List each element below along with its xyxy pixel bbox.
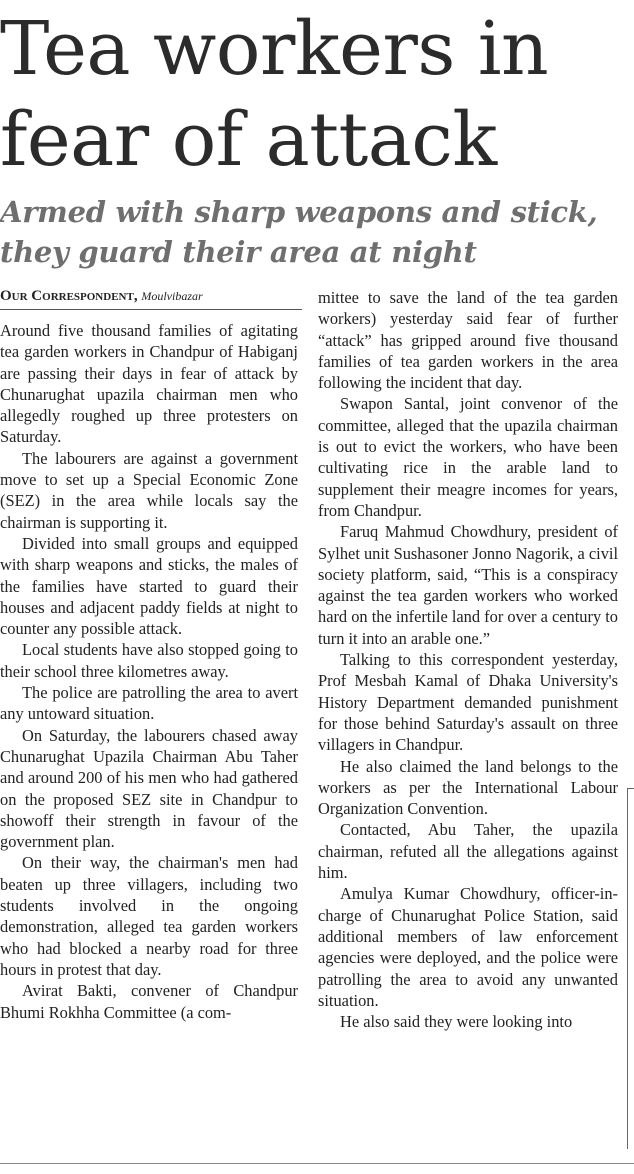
byline	[0, 288, 302, 305]
paragraph: Avirat Bakti, convener of Chandpur Bhumi Rokhha Committee (a com-	[0, 981, 298, 1022]
paragraph: Talking to this correspondent yesterday, Prof Mesbah Kamal of Dhaka University's History Department demanded punishment for those behind Saturday's assault on three villagers in Chandpur.	[318, 650, 618, 755]
paragraph: Swapon Santal, joint convenor of the committee, alleged that the upazila chairman is out to evict the workers, who have been cultivating rice in the arable land to supplement their meagre incomes for years, from Chandpur.	[318, 394, 618, 520]
paragraph: The police are patrolling the area to avert any untoward situation.	[0, 683, 298, 724]
paragraph: Local students have also stopped going to their school three kilometres away.	[0, 640, 298, 681]
bottom-rule	[0, 1163, 634, 1164]
paragraph: On their way, the chairman's men had beaten up three villagers, including two students involved in the ongoing demonstration, alleged tea garden workers who had blocked a nearby road for three hours in protest that day.	[0, 853, 298, 979]
headline: Tea workers in fear of attack	[0, 6, 549, 183]
byline-rule	[0, 309, 302, 310]
paragraph: He also claimed the land belongs to the workers as per the International Labour Organization Convention.	[318, 756, 618, 819]
paragraph: Faruq Mahmud Chowdhury, president of Sylhet unit Sushasoner Jonno Nagorik, a civil society platform, said, “This is a conspiracy against the tea garden workers who worked hard on the infertile land for over a century to turn it into an arable one.”	[318, 522, 619, 648]
paragraph: The labourers are against a government move to set up a Special Economic Zone (SEZ) in the area while locals say the chairman is supporting it.	[0, 448, 298, 532]
paragraph: mittee to save the land of the tea garden workers) yesterday said fear of further “attack” has gripped around five thousand families of tea garden workers in the area following the incident that day.	[318, 288, 618, 393]
subheadline: Armed with sharp weapons and stick, they guard their area at night	[0, 195, 598, 269]
article-column-2	[318, 287, 618, 1032]
paragraph: Contacted, Abu Taher, the upazila chairman, refuted all the allegations against him.	[318, 820, 618, 883]
side-bracket	[627, 788, 634, 1149]
paragraph: He also said they were looking into	[340, 1012, 573, 1032]
paragraph: Amulya Kumar Chowdhury, officer-in-charge of Chunarughat Police Station, said additional members of law enforcement agencies were deployed, and the police were patrolling the area to avoid any unwanted situation.	[318, 884, 618, 1010]
paragraph: Divided into small groups and equipped with sharp weapons and sticks, the males of the families have started to guard their houses and adjacent paddy fields at night to counter any possible attack.	[0, 533, 298, 639]
paragraph: Around five thousand families of agitating tea garden workers in Chandpur of Habiganj are passing their days in fear of attack by Chunarughat upazila chairman men who allegedly roughed up three protesters on Saturday.	[0, 321, 298, 447]
byline-author: Our Correspondent,	[0, 288, 138, 304]
article-column-1	[0, 320, 298, 1023]
paragraph: On Saturday, the labourers chased away Chunarughat Upazila Chairman Abu Taher and around 200 of his men who had gathered on the proposed SEZ site in Chandpur to showoff their strength in favour of the government plan.	[0, 725, 298, 852]
byline-location: Moulvibazar	[141, 289, 203, 303]
